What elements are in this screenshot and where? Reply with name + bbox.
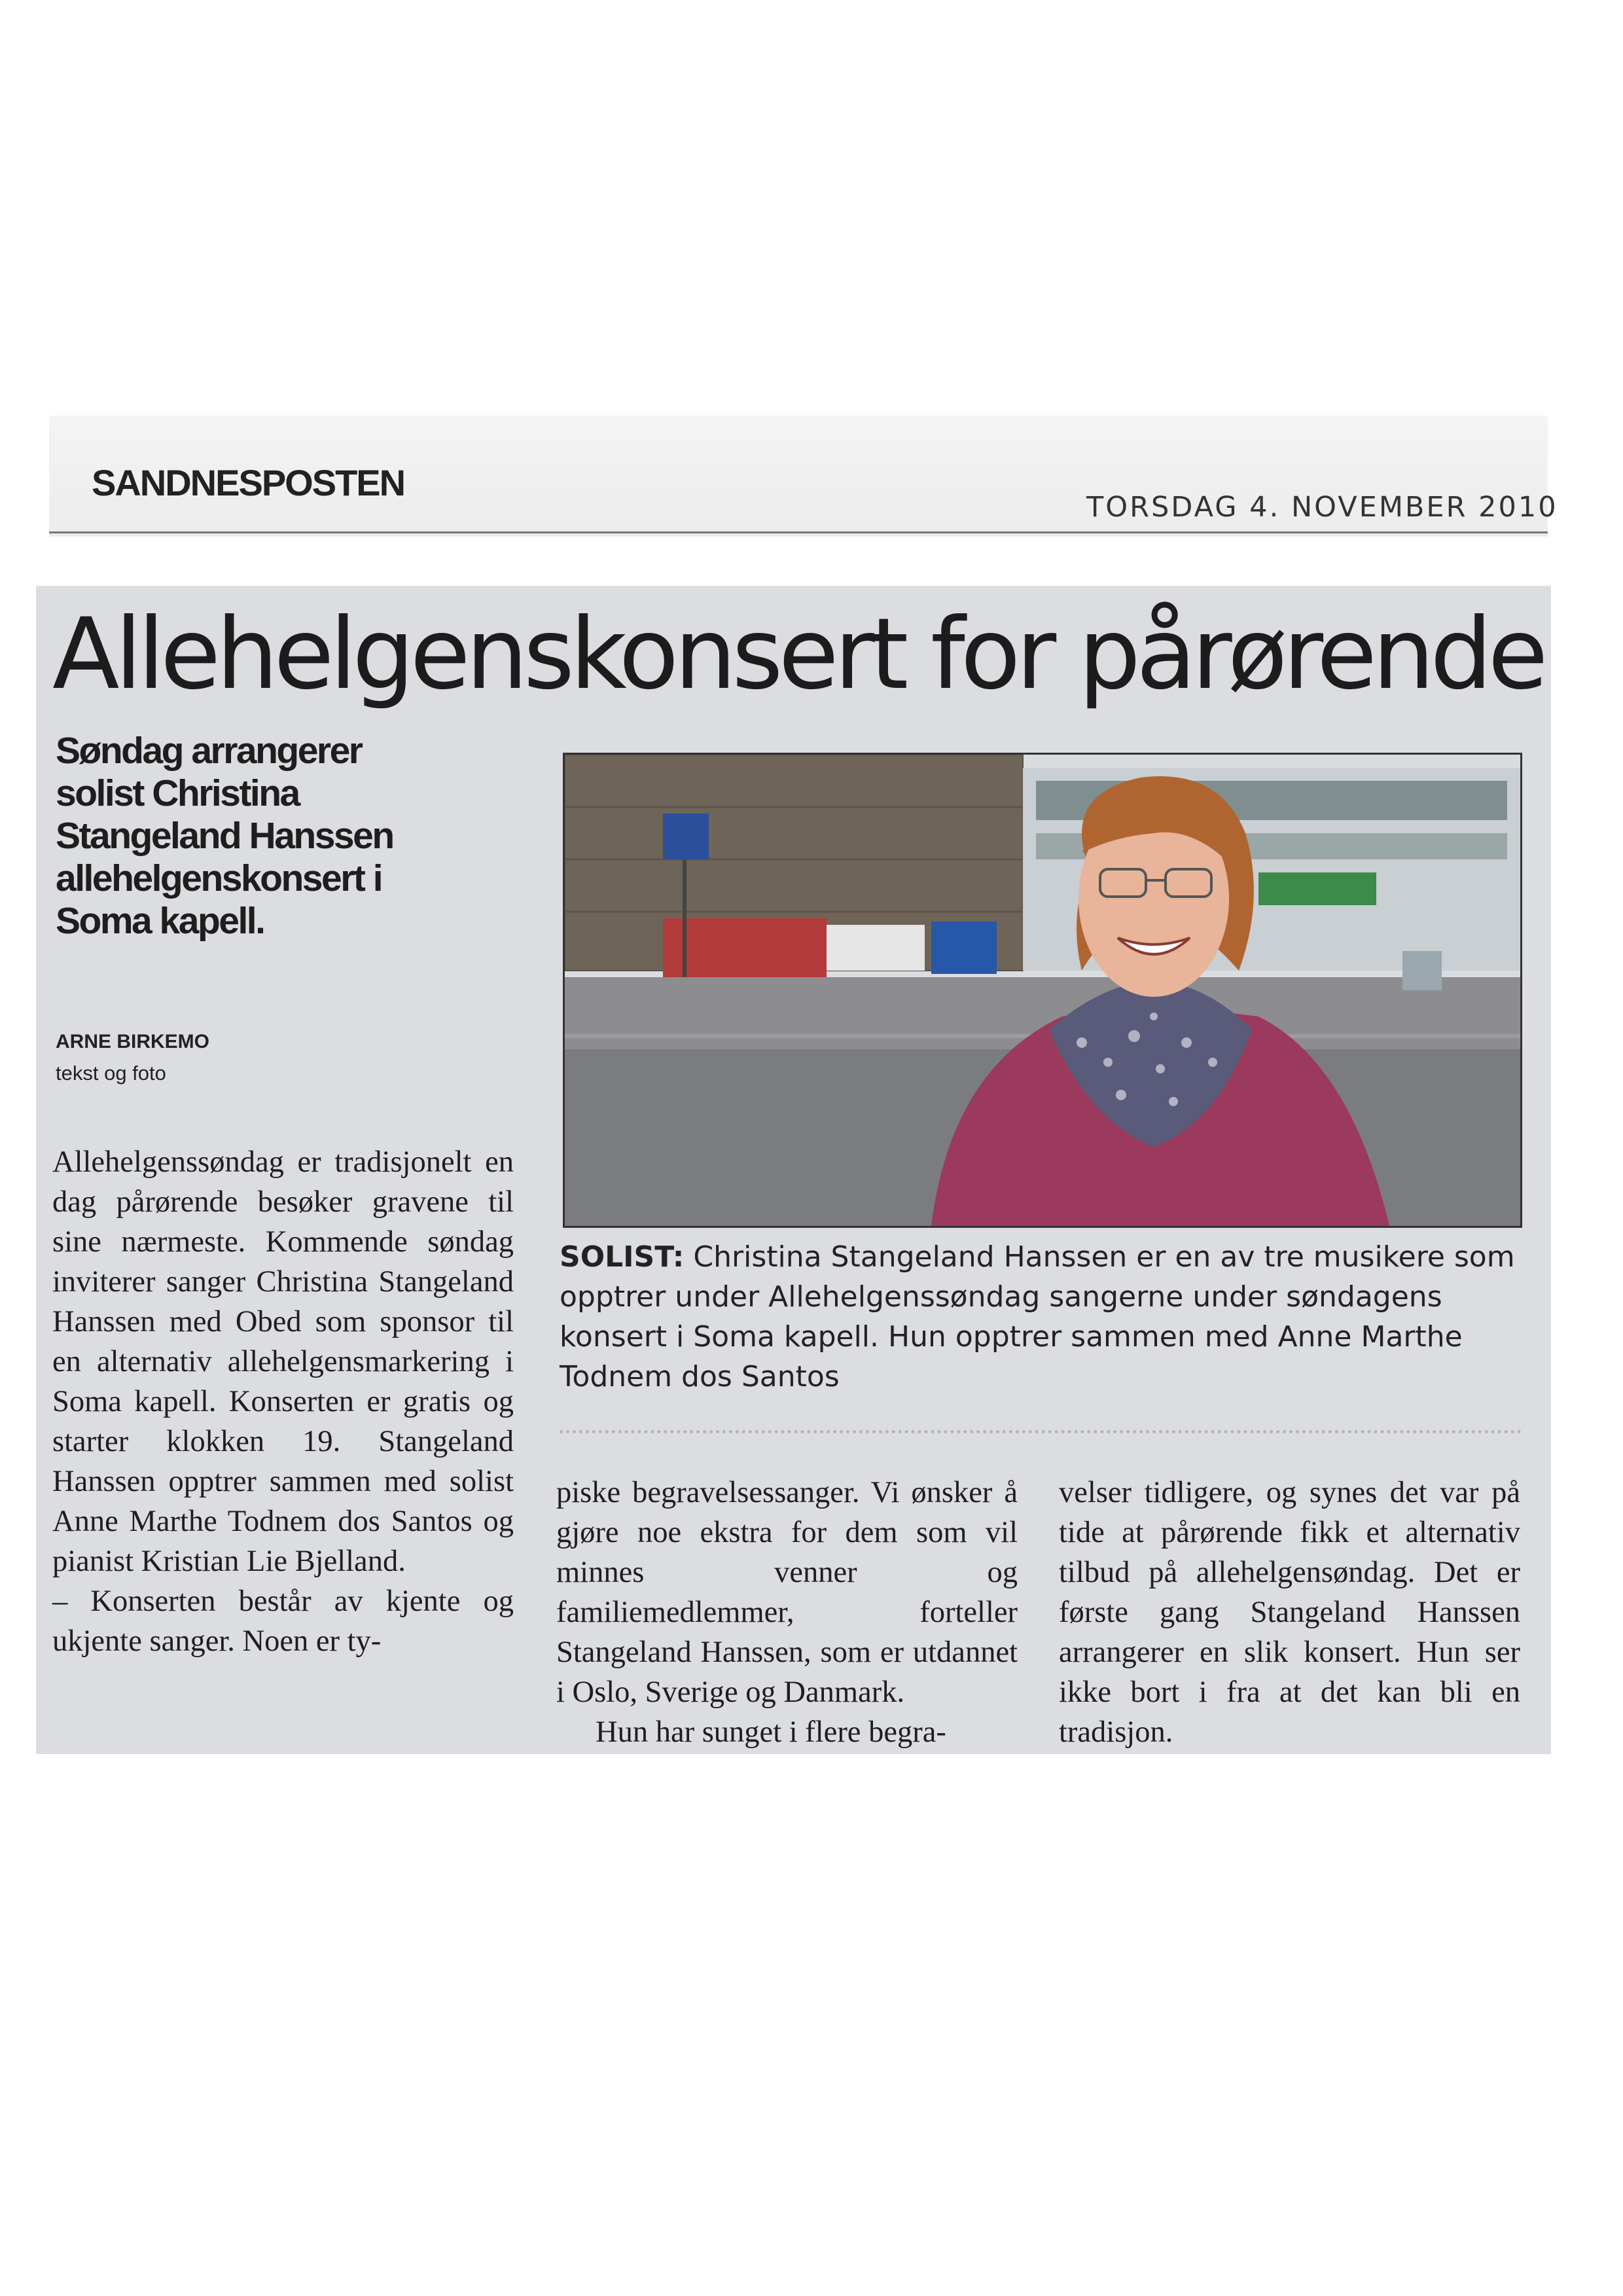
photo-illustration: [565, 755, 1520, 1226]
caption-text: Christina Stangeland Hanssen er en av tre musikere som opptrer under Allehelgenssøndag sangerne under søndagens konsert i Soma kapell. Hun opptrer sammen med Anne Marthe Todnem dos Santos: [560, 1240, 1515, 1393]
body-paragraph: velser tidligere, og synes det var på tide at pårørende fikk et alternativ tilbud på allehelgensøndag. Det er første gang Stangeland Hanssen arrangerer en slik konsert. Hun ser ikke bort i fra at det kan bli en tradisjon.: [1059, 1476, 1520, 1749]
caption-divider: [560, 1430, 1522, 1433]
photo-caption: [560, 1237, 1515, 1397]
byline-name: ARNE BIRKEMO: [56, 1031, 210, 1052]
byline-role: tekst og foto: [56, 1062, 166, 1085]
article-headline: Allehelgenskonsert for pårørende: [52, 598, 1544, 711]
body-column-1: [52, 1142, 514, 1661]
article-photo: [563, 753, 1522, 1228]
body-column-3: [1059, 1473, 1520, 1752]
body-paragraph: Allehelgenssøndag er tradisjonelt en dag pårørende besøker gravene til sine nærmeste. Kommende søndag inviterer sanger Christina Stangeland Hanssen med Obed som sponsor til en alternativ allehelgensmarkering i Soma kapell. Konserten er gratis og starter klokken 19. Stangeland Hanssen opptrer sammen med solist Anne Marthe Todnem dos Santos og pianist Kristian Lie Bjelland.: [52, 1145, 514, 1578]
body-paragraph: – Konserten består av kjente og ukjente sanger. Noen er ty-: [52, 1585, 514, 1658]
body-paragraph: Hun har sunget i flere begra-: [596, 1715, 946, 1749]
body-paragraph: piske begravelsessanger. Vi ønsker å gjøre noe ekstra for dem som vil minnes venner og familiemedlemmer, forteller Stangeland Hanssen, som er utdannet i Oslo, Sverige og Danmark.: [556, 1476, 1018, 1709]
header-rule: [49, 531, 1548, 533]
publication-date: TORSDAG 4. NOVEMBER 2010: [1086, 491, 1558, 524]
article-lead: Søndag arrangerer solist Christina Stangeland Hanssen allehelgenskonsert i Soma kapell.: [56, 730, 393, 942]
caption-label: SOLIST:: [560, 1240, 685, 1274]
newspaper-masthead: SANDNESPOSTEN: [92, 462, 405, 503]
body-column-2: [556, 1473, 1018, 1752]
